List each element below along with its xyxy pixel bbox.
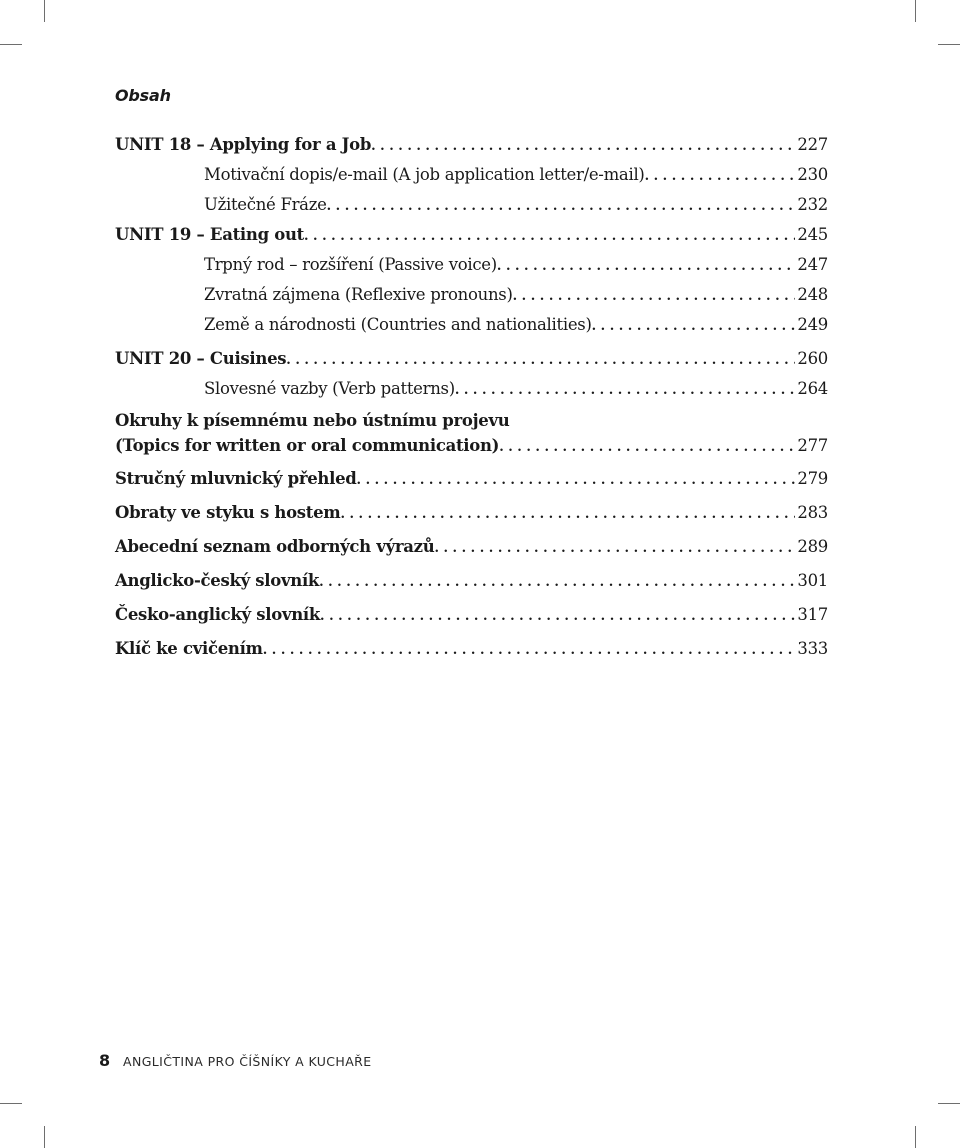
toc-entry-klic[interactable] [115, 635, 828, 665]
toc-entry-title: Země a národnosti (Countries and nationalities) [204, 315, 592, 334]
toc-entry-page: 333 [797, 639, 828, 658]
toc-entry-page: 301 [797, 571, 828, 590]
toc-entry-title: Motivační dopis/e-mail (A job application letter/e-mail) [204, 165, 645, 184]
toc-entry-unit-18[interactable] [115, 131, 828, 161]
toc-entry-uzitecne-fraze[interactable] [115, 191, 828, 221]
toc-entry-title: Klíč ke cvičením [115, 639, 263, 658]
toc-entry-title: UNIT 19 – Eating out [115, 225, 304, 244]
toc-entry-page: 230 [797, 165, 828, 184]
page-footer [99, 1051, 372, 1070]
dot-leader [304, 221, 795, 251]
dot-leader [286, 345, 795, 375]
dot-leader [340, 499, 795, 529]
toc-entry-page: 245 [797, 225, 828, 244]
crop-mark-bottom-right-h [938, 1103, 960, 1104]
toc-entry-page: 317 [797, 605, 828, 624]
toc-entry-abecedni-seznam[interactable] [115, 533, 828, 563]
toc-entry-page: 248 [797, 285, 828, 304]
dot-leader [455, 375, 796, 405]
toc-entry-title: Trpný rod – rozšíření (Passive voice) [204, 255, 497, 274]
toc-entry-title: (Topics for written or oral communication) [115, 436, 500, 455]
toc-entry-page: 289 [797, 537, 828, 556]
toc-entry-page: 249 [797, 315, 828, 334]
toc-entry-page: 232 [797, 195, 828, 214]
toc-entry-zeme-a-narodnosti[interactable] [115, 311, 828, 341]
dot-leader [499, 433, 795, 461]
dot-leader [513, 281, 796, 311]
toc-entry-trpny-rod[interactable] [115, 251, 828, 281]
toc-entry-anglicko-cesky[interactable] [115, 567, 828, 597]
toc-entry-title: UNIT 20 – Cuisines [115, 349, 287, 368]
toc-entry-title: Obraty ve styku s hostem [115, 503, 341, 522]
toc-entry-page: 227 [797, 135, 828, 154]
toc-entry-title: Slovesné vazby (Verb patterns) [204, 379, 455, 398]
crop-mark-top-left-h [0, 44, 22, 45]
toc-entry-title: Zvratná zájmena (Reflexive pronouns) [204, 285, 513, 304]
dot-leader [319, 567, 795, 597]
dot-leader [357, 465, 796, 495]
crop-mark-top-right-h [938, 44, 960, 45]
dot-leader [263, 635, 796, 665]
running-header: Obsah [115, 86, 171, 105]
toc-entry-unit-20[interactable] [115, 345, 828, 375]
dot-leader [645, 161, 796, 191]
toc-entry-title: UNIT 18 – Applying for a Job [115, 135, 372, 154]
toc-entry-page: 247 [797, 255, 828, 274]
dot-leader [327, 191, 796, 221]
toc-entry-page: 283 [797, 503, 828, 522]
dot-leader [497, 251, 796, 281]
dot-leader [434, 533, 795, 563]
book-title: ANGLIČTINA PRO ČÍŠNÍKY A KUCHAŘE [123, 1054, 372, 1069]
toc-entry-title: Anglicko-český slovník [115, 571, 320, 590]
toc-entry-zvratna-zajmena[interactable] [115, 281, 828, 311]
toc-entry-cesko-anglicky[interactable] [115, 601, 828, 631]
table-of-contents [115, 131, 828, 665]
toc-entry-unit-19[interactable] [115, 221, 828, 251]
crop-mark-bottom-left-v [44, 1126, 45, 1148]
toc-entry-page: 279 [797, 469, 828, 488]
toc-entry-page: 260 [797, 349, 828, 368]
toc-entry-title: Abecední seznam odborných výrazů [115, 537, 435, 556]
dot-leader [371, 131, 795, 161]
toc-entry-page: 277 [797, 436, 828, 455]
toc-entry-obraty[interactable] [115, 499, 828, 529]
toc-entry-slovesne-vazby[interactable] [115, 375, 828, 405]
toc-entry-page: 264 [797, 379, 828, 398]
toc-entry-strucny-prehled[interactable] [115, 465, 828, 495]
toc-entry-okruhy-title-line[interactable]: Okruhy k písemnému nebo ústnímu projevu [115, 411, 510, 430]
toc-entry-title: Užitečné Fráze [204, 195, 327, 214]
crop-mark-top-left-v [44, 0, 45, 22]
toc-entry-title: Česko-anglický slovník [115, 605, 321, 624]
crop-mark-top-right-v [915, 0, 916, 22]
toc-entry-title: Stručný mluvnický přehled [115, 469, 357, 488]
dot-leader [320, 601, 795, 631]
crop-mark-bottom-left-h [0, 1103, 22, 1104]
dot-leader [592, 311, 796, 341]
crop-mark-bottom-right-v [915, 1126, 916, 1148]
page-number: 8 [99, 1051, 111, 1070]
toc-entry-okruhy[interactable] [115, 433, 828, 461]
toc-entry-motivacni-dopis[interactable] [115, 161, 828, 191]
